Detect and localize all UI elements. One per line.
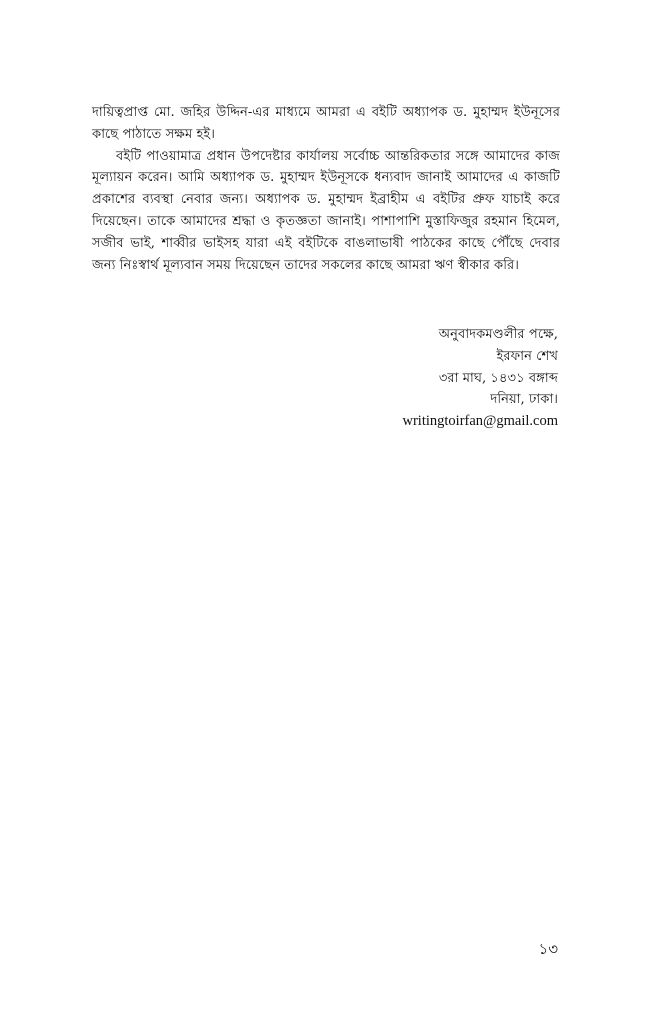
signature-block xyxy=(403,324,559,433)
signature-name: ইরফান শেখ xyxy=(496,348,558,364)
page-number: ১৩ xyxy=(538,940,558,958)
signature-place: দনিয়া, ঢাকা। xyxy=(490,392,558,408)
signature-date: ৩রা মাঘ, ১৪৩১ বঙ্গাব্দ xyxy=(438,370,558,386)
signature-on-behalf: অনুবাদকমণ্ডলীর পক্ষে, xyxy=(438,327,558,342)
body-text xyxy=(92,102,560,276)
paragraph-continued: দায়িত্বপ্রাপ্ত মো. জহির উদ্দিন-এর মাধ্যমে আমরা এ বইটি অধ্যাপক ড. মুহাম্মদ ইউনূসের কাছে পাঠাতে সক্ষম হই। xyxy=(92,105,560,142)
paragraph-acknowledgement: বইটি পাওয়ামাত্র প্রধান উপদেষ্টার কার্যালয় সর্বোচ্চ আন্তরিকতার সঙ্গে আমাদের কাজ মূল্যায়ন করেন। আমি অধ্যাপক ড. মুহাম্মদ ইউনূসকে ধন্যবাদ জানাই আমাদের এ কাজটি প্রকাশের ব্যবস্থা নেবার জন্য। অধ্যাপক ড. মুহাম্মদ ইব্রাহীম এ বইটির প্রুফ যাচাই করে দিয়েছেন। তাকে আমাদের শ্রদ্ধা ও কৃতজ্ঞতা জানাই। পাশাপাশি মুস্তাফিজুর রহমান হিমেল, সজীব ভাই, শাব্বীর ভাইসহ যারা এই বইটিকে বাঙলাভাষী পাঠকের কাছে পৌঁছে দেবার জন্য নিঃস্বার্থ মূল্যবান সময় দিয়েছেন তাদের সকলের কাছে আমরা ঋণ স্বীকার করি। xyxy=(92,148,560,273)
signature-email: writingtoirfan@gmail.com xyxy=(402,413,558,430)
